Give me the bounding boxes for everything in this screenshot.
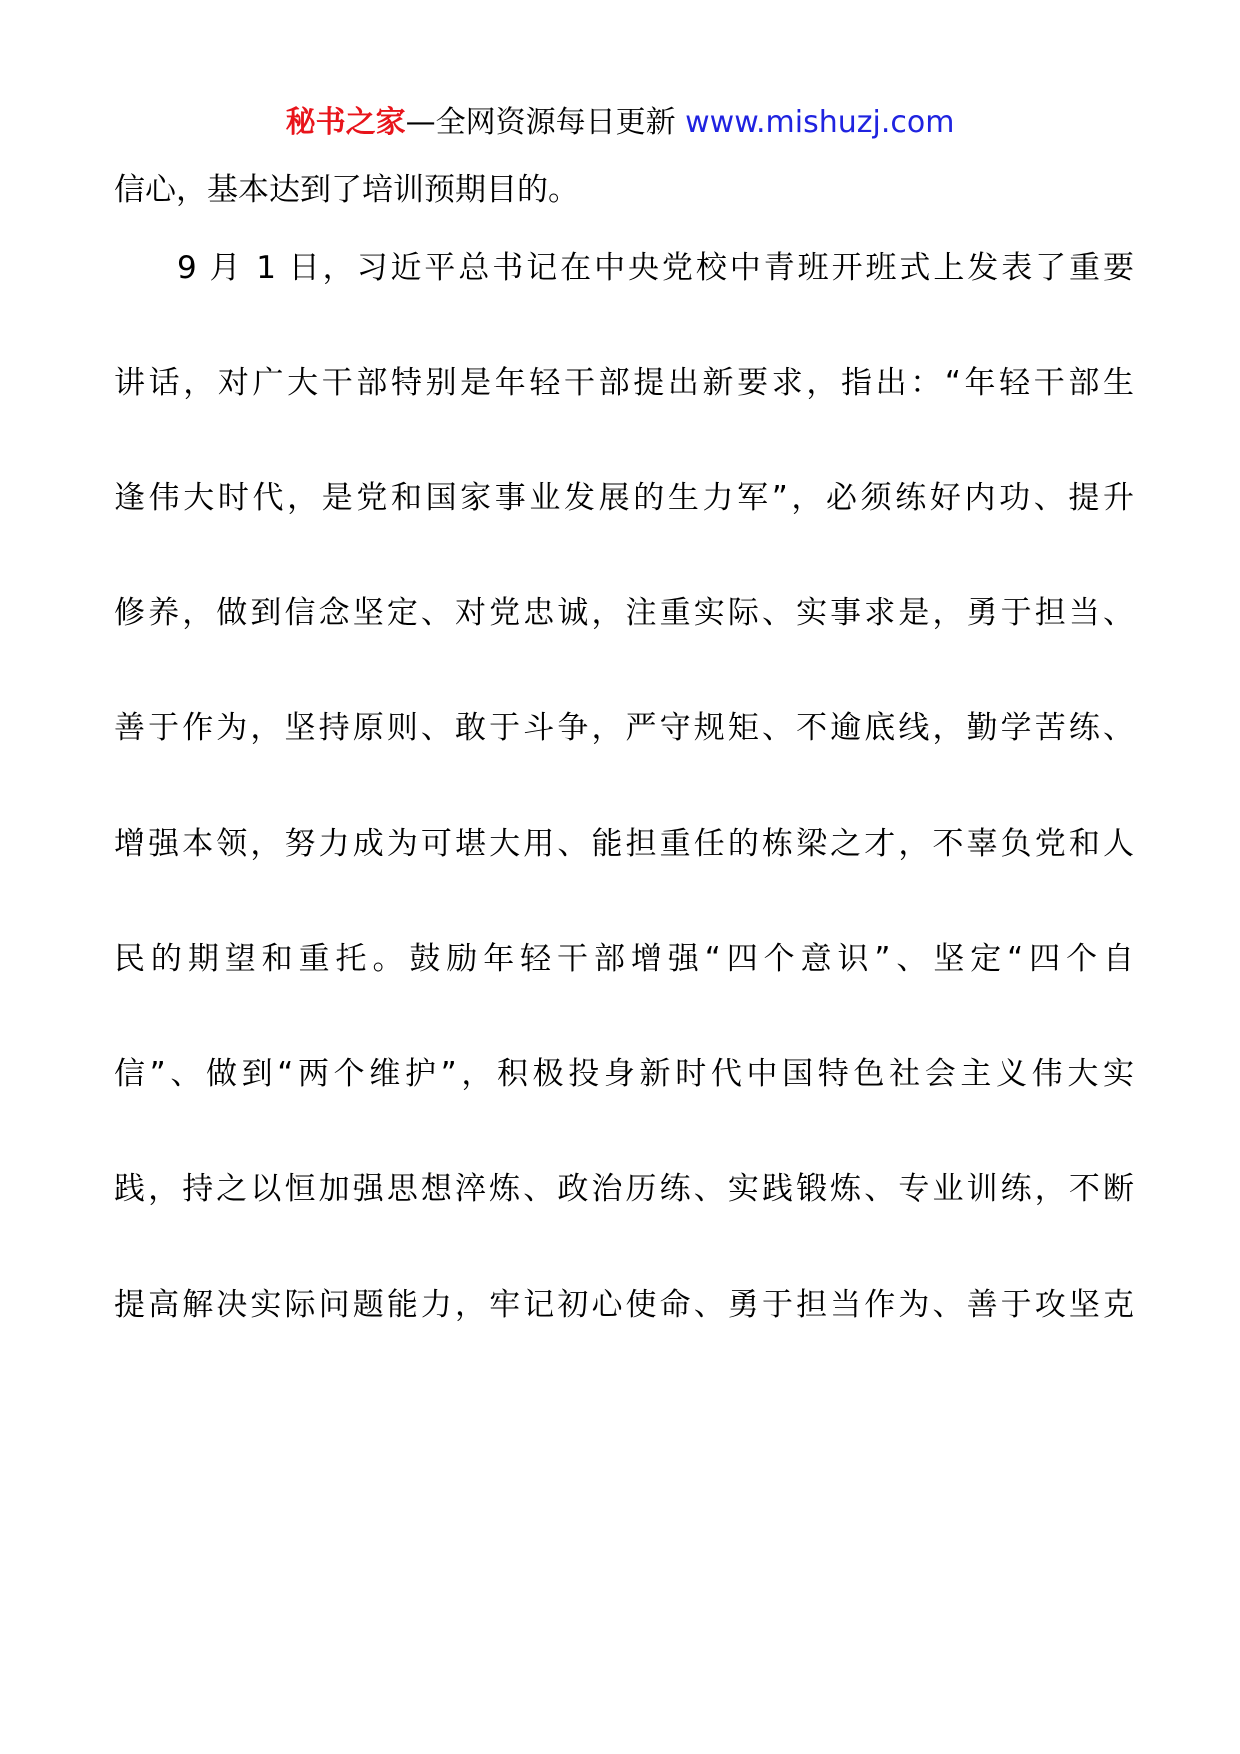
body-line: 修养，做到信念坚定、对党忠诚，注重实际、实事求是，勇于担当、 (114, 595, 1134, 631)
body-line: 信”、做到“两个维护”，积极投身新时代中国特色社会主义伟大实 (114, 1056, 1134, 1092)
brand-name: 秘书之家 (285, 105, 406, 140)
header-tagline: —全网资源每日更新 (405, 105, 676, 140)
body-line: 践，持之以恒加强思想淬炼、政治历练、实践锻炼、专业训练，不断 (114, 1171, 1134, 1207)
paragraph-start-line: 9 月 1 日，习近平总书记在中央党校中青班开班式上发表了重要 (177, 250, 1134, 286)
body-line: 提高解决实际问题能力，牢记初心使命、勇于担当作为、善于攻坚克 (114, 1287, 1134, 1323)
site-url-link[interactable]: www.mishuzj.com (685, 105, 955, 140)
body-line: 信心，基本达到了培训预期目的。 (114, 172, 579, 208)
body-line: 民的期望和重托。鼓励年轻干部增强“四个意识”、坚定“四个自 (114, 941, 1134, 977)
body-line: 善于作为，坚持原则、敢于斗争，严守规矩、不逾底线，勤学苦练、 (114, 710, 1134, 746)
body-line: 增强本领，努力成为可堪大用、能担重任的栋梁之才，不辜负党和人 (114, 826, 1134, 862)
body-line: 讲话，对广大干部特别是年轻干部提出新要求，指出：“年轻干部生 (114, 365, 1134, 401)
body-line: 逢伟大时代，是党和国家事业发展的生力军”，必须练好内功、提升 (114, 480, 1134, 516)
